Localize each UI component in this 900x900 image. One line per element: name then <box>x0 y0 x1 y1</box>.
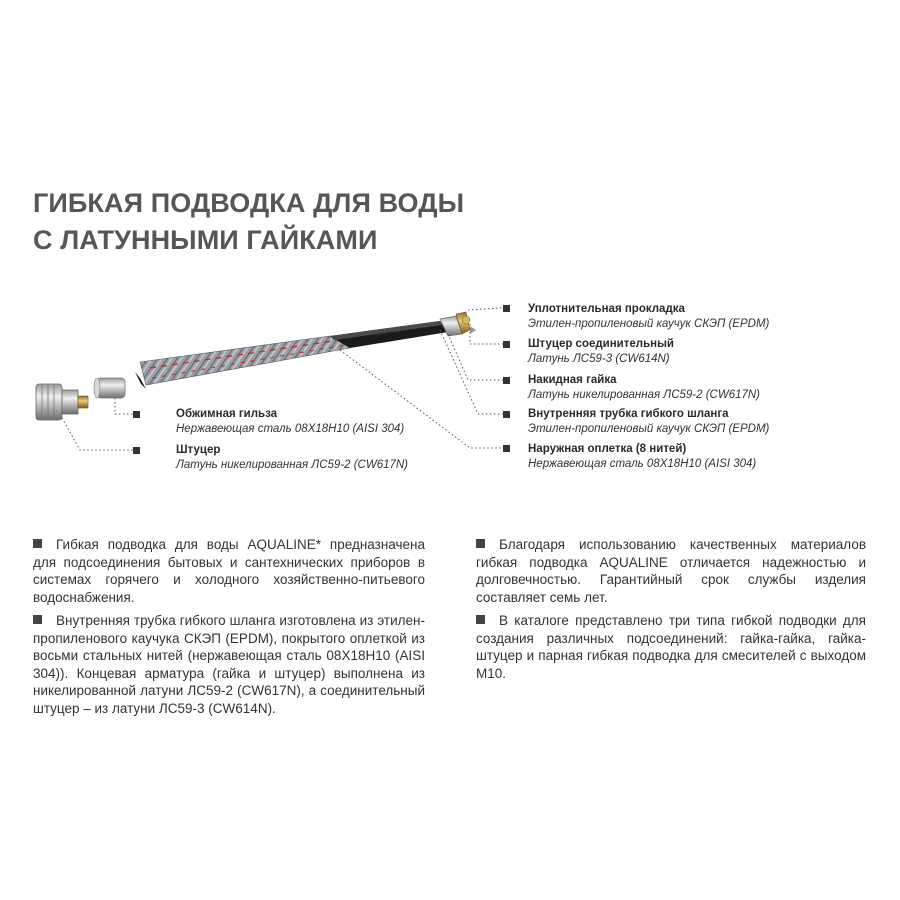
callout-inner-tube <box>528 407 769 437</box>
callout-braid <box>528 442 756 472</box>
callout-union-nut-material: Латунь никелированная ЛС59-2 (CW617N) <box>528 389 761 401</box>
callout-nipple <box>176 443 408 473</box>
callout-gasket-name: Уплотнительная прокладка <box>528 303 685 315</box>
callout-nipple-material: Латунь никелированная ЛС59-2 (CW617N) <box>176 459 409 471</box>
callout-union-nut-name: Накидная гайка <box>528 374 617 386</box>
callout-union-nut <box>528 373 760 403</box>
paragraph-text: Внутренняя трубка гибкого шланга изготовлена из этилен-пропиленового каучука СКЭП (EPDM), покрытого оплеткой из восьми стальных нитей (нержавеющая сталь 08Х18Н10 (AISI 304)). Концевая арматура (гайка и штуцер) выполнена из никелированной латуни ЛС59-2 (CW617N), а соединительный штуцер – из латуни ЛС59-3 (CW614N). <box>33 613 425 716</box>
paragraph <box>33 536 425 606</box>
callout-braid-name: Наружная оплетка (8 нитей) <box>528 443 687 455</box>
callout-crimp-sleeve-name: Обжимная гильза <box>176 408 278 420</box>
bullet-icon <box>33 615 42 624</box>
crimp-sleeve-part <box>94 378 125 398</box>
title-line-2: С ЛАТУННЫМИ ГАЙКАМИ <box>33 225 378 255</box>
callout-nipple-name: Штуцер <box>176 444 221 456</box>
callout-fitting-connector-material: Латунь ЛС59-3 (CW614N) <box>528 353 670 365</box>
callout-inner-tube-name: Внутренняя трубка гибкого шланга <box>528 408 729 420</box>
paragraph-text: В каталоге представлено три типа гибкой подводки для создания различных подсоединений: гайка-гайка, гайка-штуцер и парная гибкая подводка для смесителей с выходом М10. <box>476 613 866 681</box>
text-column-right <box>476 536 866 688</box>
page-title <box>33 185 464 259</box>
callout-braid-material: Нержавеющая сталь 08Х18Н10 (AISI 304) <box>528 458 757 470</box>
nipple-part <box>36 384 88 420</box>
callout-inner-tube-material: Этилен-пропиленовый каучук СКЭП (EPDM) <box>528 423 770 435</box>
title-line-1: ГИБКАЯ ПОДВОДКА ДЛЯ ВОДЫ <box>33 188 465 218</box>
bullet-icon <box>476 615 485 624</box>
paragraph <box>476 612 866 682</box>
text-column-left <box>33 536 425 723</box>
callout-fitting-connector <box>528 337 674 367</box>
paragraph-text: Гибкая подводка для воды AQUALINE* предназначена для подсоединения бытовых и сантехнических приборов в системах горячего и холодного хозяйственно-питьевого водоснабжения. <box>33 537 425 605</box>
bullet-icon <box>33 539 42 548</box>
hose-part <box>135 312 476 389</box>
paragraph <box>33 612 425 717</box>
callout-fitting-connector-name: Штуцер соединительный <box>528 338 674 350</box>
paragraph <box>476 536 866 606</box>
paragraph-text: Благодаря использованию качественных материалов гибкая подводка AQUALINE отличается надежностью и долговечностью. Гарантийный срок службы изделия составляет семь лет. <box>476 537 866 605</box>
callout-gasket <box>528 302 769 332</box>
callout-crimp-sleeve-material: Нержавеющая сталь 08Х18Н10 (AISI 304) <box>176 423 405 435</box>
bullet-icon <box>476 539 485 548</box>
callout-crimp-sleeve <box>176 407 404 437</box>
callout-gasket-material: Этилен-пропиленовый каучук СКЭП (EPDM) <box>528 318 770 330</box>
